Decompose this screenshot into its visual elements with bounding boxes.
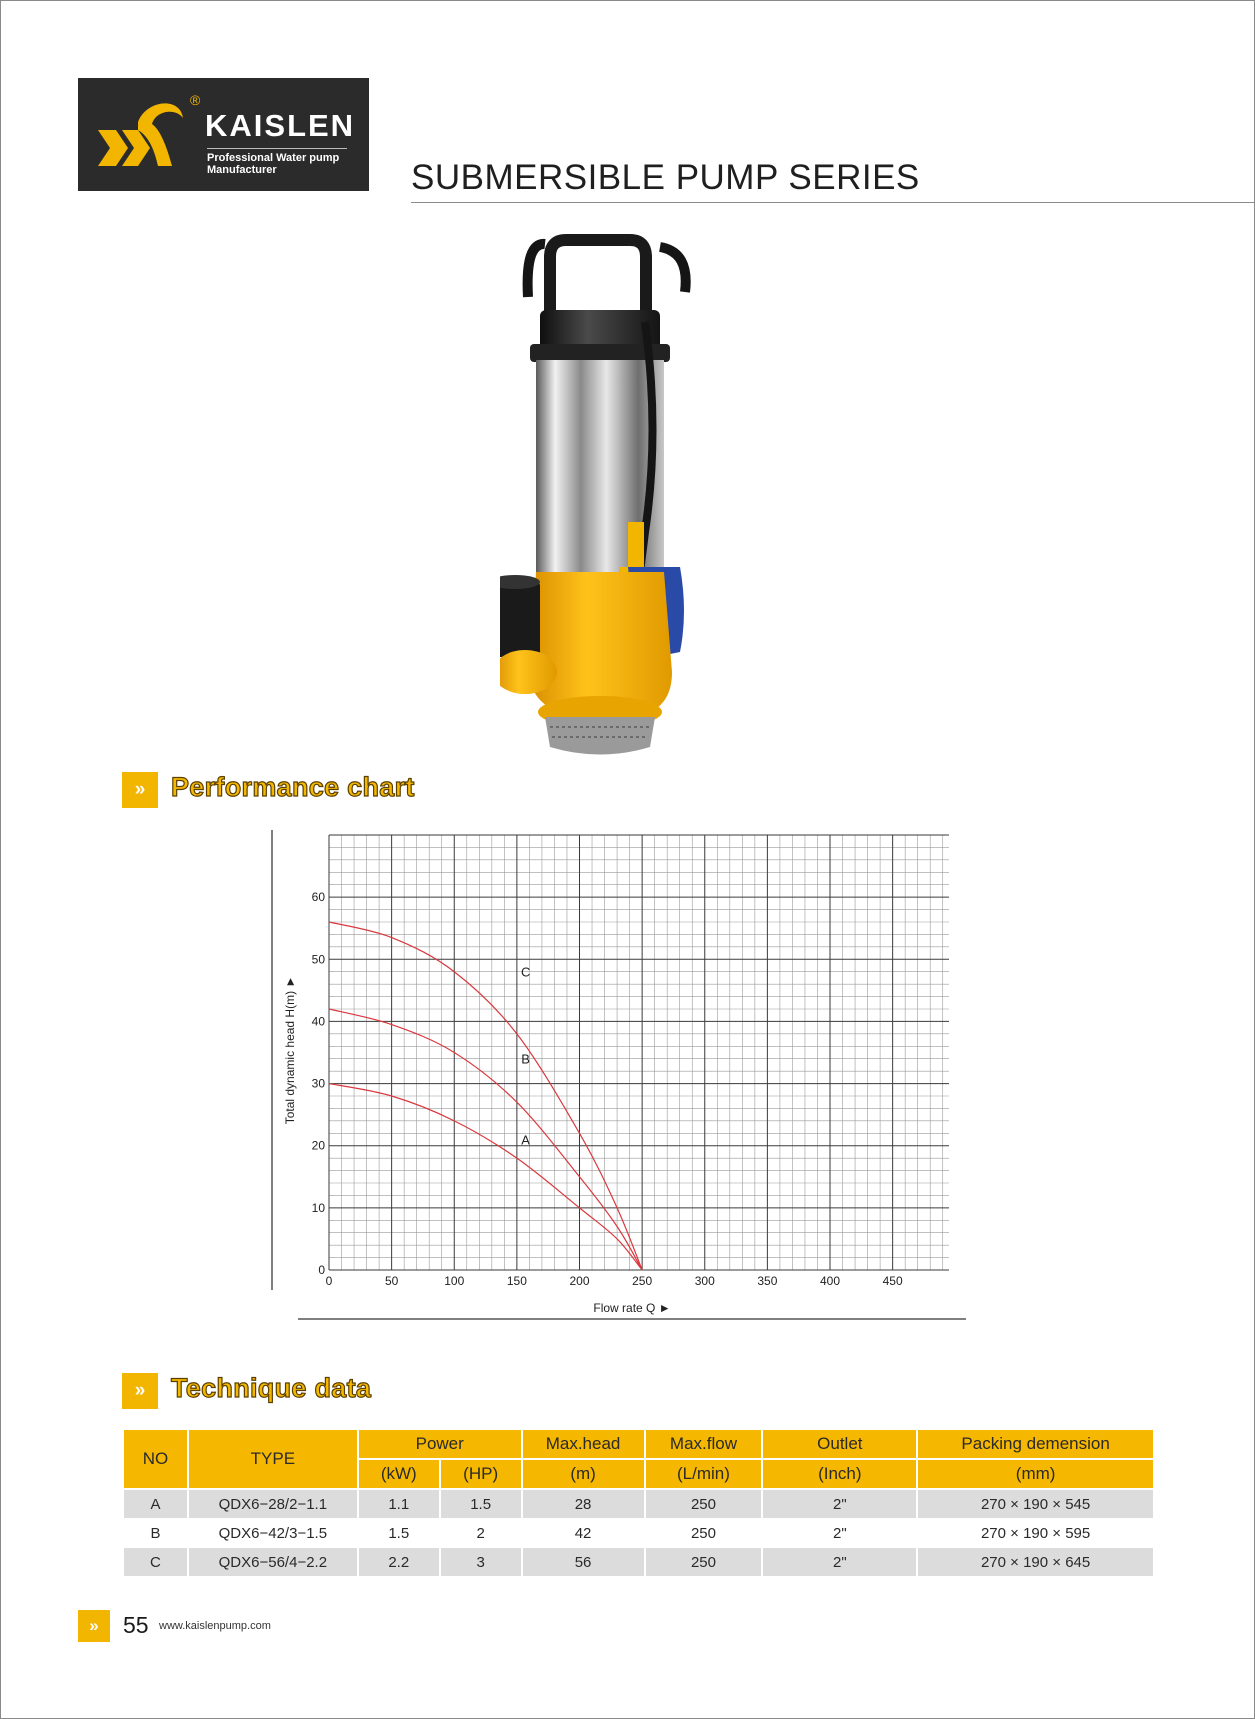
curve-label: B bbox=[521, 1051, 530, 1067]
cell-hp: 1.5 bbox=[440, 1489, 522, 1519]
cell-head: 42 bbox=[522, 1519, 645, 1548]
cell-no: C bbox=[124, 1548, 188, 1577]
x-axis-label: Flow rate Q ► bbox=[593, 1301, 671, 1315]
y-tick-label: 10 bbox=[311, 1200, 325, 1215]
cell-type: QDX6−28/2−1.1 bbox=[188, 1489, 358, 1519]
cell-head: 28 bbox=[522, 1489, 645, 1519]
title-divider bbox=[411, 202, 1255, 203]
cell-head: 56 bbox=[522, 1548, 645, 1577]
unit-hp: (HP) bbox=[440, 1459, 522, 1489]
x-tick-label: 450 bbox=[882, 1274, 903, 1288]
x-tick-label: 400 bbox=[819, 1274, 841, 1288]
brand-logo bbox=[78, 78, 369, 191]
x-tick-label: 250 bbox=[632, 1274, 653, 1288]
performance-section-title: Performance chart bbox=[171, 772, 415, 802]
x-tick-label: 50 bbox=[384, 1274, 399, 1288]
cell-hp: 3 bbox=[440, 1548, 522, 1577]
curve-label: C bbox=[520, 964, 531, 980]
header-max-head: Max.head bbox=[522, 1430, 645, 1459]
technique-section-title: Technique data bbox=[171, 1373, 372, 1403]
y-tick-label: 20 bbox=[311, 1138, 325, 1153]
cell-no: B bbox=[124, 1519, 188, 1548]
website-url: www.kaislenpump.com bbox=[159, 1620, 271, 1632]
cell-flow: 250 bbox=[645, 1519, 763, 1548]
x-tick-label: 100 bbox=[444, 1274, 465, 1288]
brand-name: KAISLEN bbox=[205, 108, 356, 143]
header-packing: Packing demension bbox=[917, 1430, 1154, 1459]
table-row bbox=[124, 1519, 1154, 1548]
logo-chevron-icon bbox=[88, 90, 188, 180]
unit-flow: (L/min) bbox=[645, 1459, 763, 1489]
unit-outlet: (Inch) bbox=[762, 1459, 917, 1489]
unit-kw: (kW) bbox=[358, 1459, 440, 1489]
x-tick-label: 200 bbox=[569, 1274, 590, 1288]
page-title: SUBMERSIBLE PUMP SERIES bbox=[411, 158, 920, 197]
cell-kw: 2.2 bbox=[358, 1548, 440, 1577]
cell-outlet: 2" bbox=[762, 1489, 917, 1519]
y-axis-label: Total dynamic head H(m) ► bbox=[283, 975, 297, 1125]
pump-product-image bbox=[500, 232, 720, 762]
cell-packing: 270 × 190 × 595 bbox=[917, 1519, 1154, 1548]
section-arrow-icon: » bbox=[122, 1373, 158, 1409]
brand-tagline-line1: Professional Water pump bbox=[207, 152, 340, 164]
header-no: NO bbox=[124, 1430, 188, 1489]
x-tick-label: 150 bbox=[506, 1274, 527, 1288]
cell-kw: 1.1 bbox=[358, 1489, 440, 1519]
header-outlet: Outlet bbox=[762, 1430, 917, 1459]
logo-divider bbox=[207, 148, 347, 149]
section-arrow-icon: » bbox=[122, 772, 158, 808]
curve-B bbox=[329, 1009, 642, 1270]
performance-chart bbox=[260, 820, 980, 1320]
table-row bbox=[124, 1489, 1154, 1519]
y-tick-label: 50 bbox=[311, 952, 325, 967]
cell-packing: 270 × 190 × 645 bbox=[917, 1548, 1154, 1577]
header-max-flow: Max.flow bbox=[645, 1430, 763, 1459]
cell-outlet: 2" bbox=[762, 1548, 917, 1577]
brand-tagline-line2: Manufacturer bbox=[207, 164, 277, 176]
y-tick-label: 30 bbox=[311, 1076, 325, 1091]
cell-kw: 1.5 bbox=[358, 1519, 440, 1548]
x-tick-label: 0 bbox=[325, 1274, 333, 1288]
cell-type: QDX6−56/4−2.2 bbox=[188, 1548, 358, 1577]
cell-flow: 250 bbox=[645, 1489, 763, 1519]
unit-head: (m) bbox=[522, 1459, 645, 1489]
header-power: Power bbox=[358, 1430, 522, 1459]
cell-flow: 250 bbox=[645, 1548, 763, 1577]
cell-no: A bbox=[124, 1489, 188, 1519]
cell-type: QDX6−42/3−1.5 bbox=[188, 1519, 358, 1548]
technique-data-table bbox=[124, 1430, 1155, 1577]
cell-outlet: 2" bbox=[762, 1519, 917, 1548]
table-row bbox=[124, 1548, 1154, 1577]
registered-mark: ® bbox=[190, 92, 201, 108]
y-tick-label: 60 bbox=[311, 890, 325, 905]
unit-packing: (mm) bbox=[917, 1459, 1154, 1489]
header-type: TYPE bbox=[188, 1430, 358, 1489]
x-tick-label: 300 bbox=[694, 1274, 715, 1288]
page-number: 55 bbox=[123, 1612, 149, 1638]
cell-hp: 2 bbox=[440, 1519, 522, 1548]
x-tick-label: 350 bbox=[757, 1274, 778, 1288]
curve-label: A bbox=[521, 1132, 530, 1148]
y-tick-label: 0 bbox=[318, 1263, 325, 1277]
cell-packing: 270 × 190 × 545 bbox=[917, 1489, 1154, 1519]
y-tick-label: 40 bbox=[311, 1014, 325, 1029]
curve-A bbox=[329, 1084, 642, 1270]
footer-arrow-icon: » bbox=[78, 1610, 110, 1642]
